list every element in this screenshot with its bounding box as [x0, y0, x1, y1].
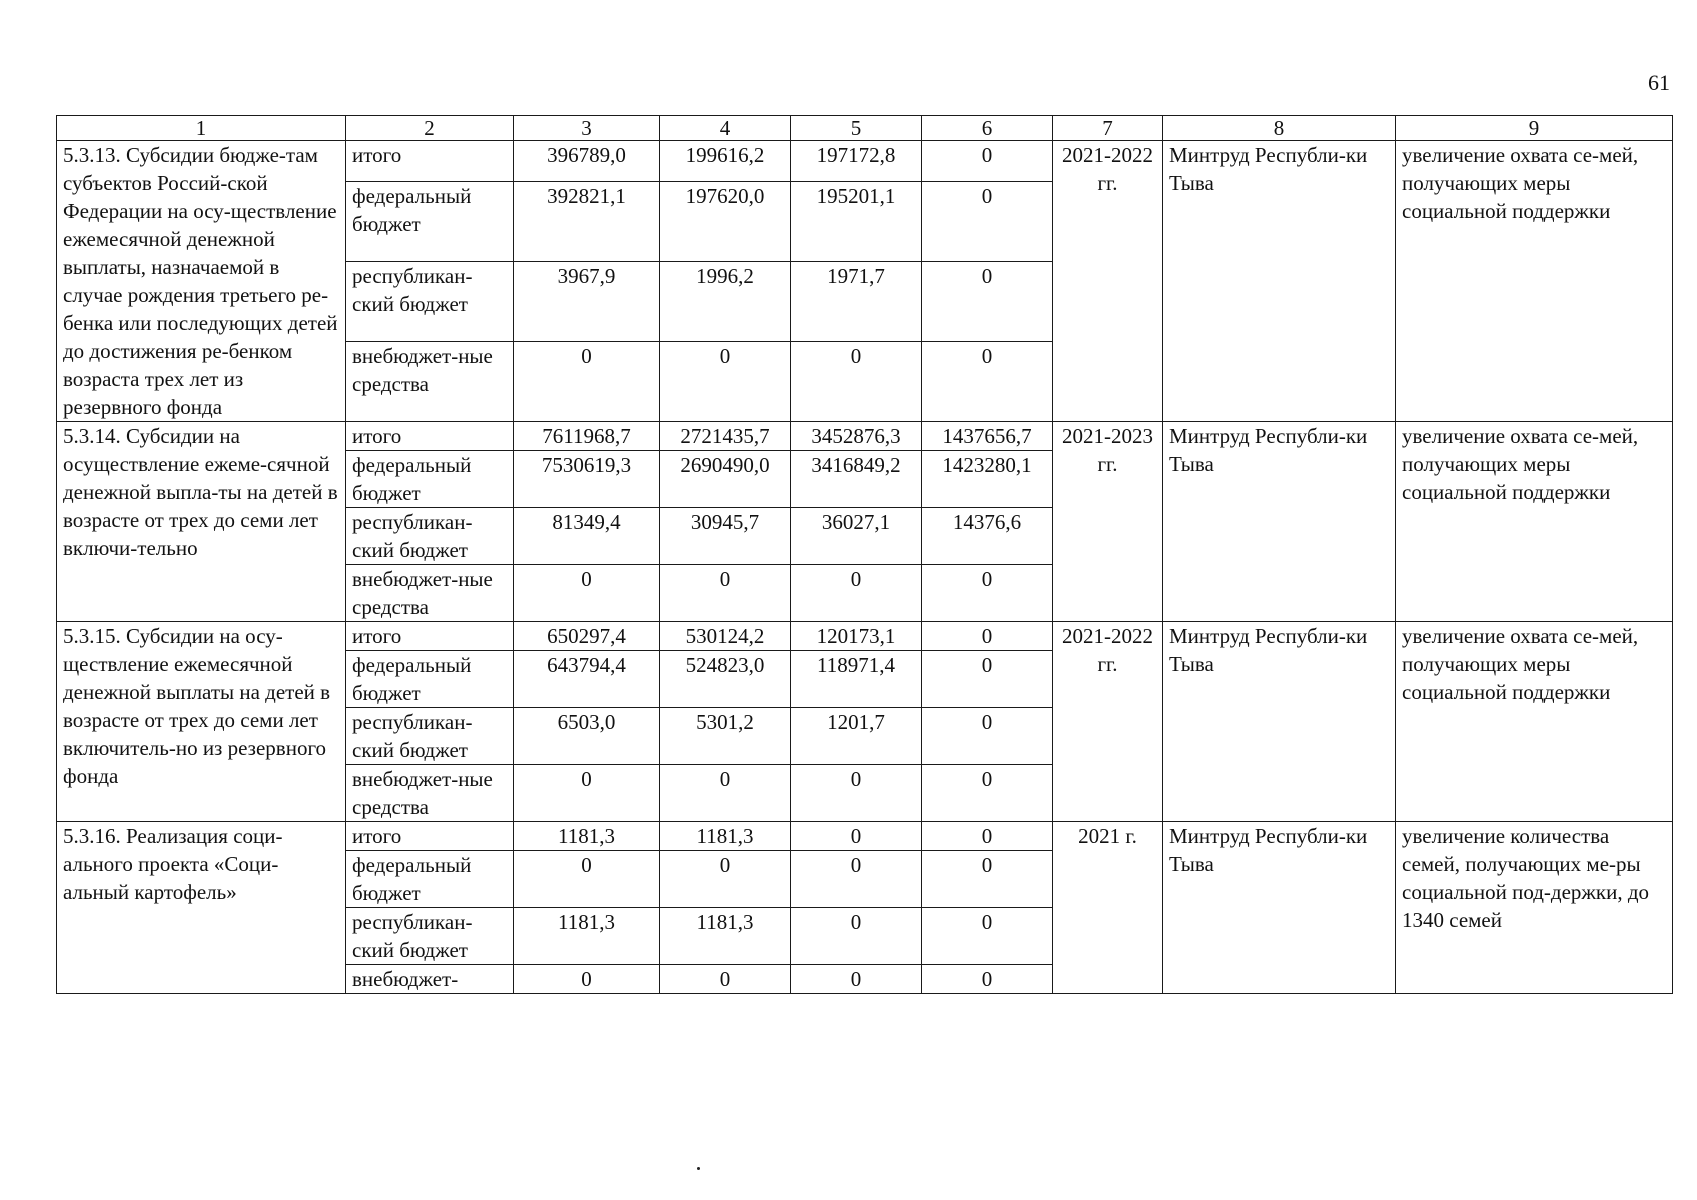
amount-year-1-cell: 5301,2 — [660, 708, 791, 765]
funding-source-cell: республикан-ский бюджет — [346, 708, 514, 765]
amount-total-cell: 81349,4 — [514, 508, 660, 565]
funding-source-cell: республикан-ский бюджет — [346, 908, 514, 965]
result-cell: увеличение количества семей, получающих ме-ры социальной под-держки, до 1340 семей — [1396, 822, 1673, 994]
period-cell: 2021-2022 гг. — [1053, 141, 1163, 422]
activity-cell: 5.3.16. Реализация соци-ального проекта «Соци-альный картофель» — [57, 822, 346, 994]
amount-year-1-cell: 0 — [660, 765, 791, 822]
amount-year-3-cell: 0 — [922, 141, 1053, 182]
amount-year-1-cell: 2721435,7 — [660, 422, 791, 451]
period-cell: 2021-2023 гг. — [1053, 422, 1163, 622]
funding-source-cell: федеральный бюджет — [346, 181, 514, 261]
amount-year-3-cell: 0 — [922, 708, 1053, 765]
funding-source-cell: федеральный бюджет — [346, 451, 514, 508]
result-cell: увеличение охвата се-мей, получающих меры социальной поддержки — [1396, 141, 1673, 422]
amount-total-cell: 650297,4 — [514, 622, 660, 651]
executor-cell: Минтруд Республи-ки Тыва — [1163, 822, 1396, 994]
amount-year-1-cell: 0 — [660, 565, 791, 622]
amount-year-2-cell: 0 — [791, 822, 922, 851]
program-table — [56, 115, 1673, 994]
activity-cell: 5.3.14. Субсидии на осуществление ежеме-сячной денежной выпла-ты на детей в возрасте от трех до семи лет включи-тельно — [57, 422, 346, 622]
funding-source-cell: итого — [346, 422, 514, 451]
funding-source-cell: федеральный бюджет — [346, 651, 514, 708]
header-cell: 5 — [791, 116, 922, 141]
amount-year-1-cell: 197620,0 — [660, 181, 791, 261]
amount-year-1-cell: 30945,7 — [660, 508, 791, 565]
amount-year-3-cell: 0 — [922, 965, 1053, 994]
header-cell: 1 — [57, 116, 346, 141]
amount-year-3-cell: 0 — [922, 622, 1053, 651]
amount-year-3-cell: 0 — [922, 565, 1053, 622]
amount-year-1-cell: 524823,0 — [660, 651, 791, 708]
period-cell: 2021 г. — [1053, 822, 1163, 994]
amount-total-cell: 1181,3 — [514, 908, 660, 965]
amount-total-cell: 7530619,3 — [514, 451, 660, 508]
activity-cell: 5.3.15. Субсидии на осу-ществление ежемесячной денежной выплаты на детей в возрасте от трех до семи лет включитель-но из резервного фонда — [57, 622, 346, 822]
result-cell: увеличение охвата се-мей, получающих меры социальной поддержки — [1396, 422, 1673, 622]
table-row — [57, 141, 1673, 182]
funding-source-cell: внебюджет- — [346, 965, 514, 994]
amount-year-2-cell: 120173,1 — [791, 622, 922, 651]
amount-total-cell: 1181,3 — [514, 822, 660, 851]
amount-total-cell: 0 — [514, 851, 660, 908]
amount-total-cell: 0 — [514, 341, 660, 421]
funding-source-cell: внебюджет-ные средства — [346, 765, 514, 822]
page-number: 61 — [1648, 70, 1670, 95]
result-cell: увеличение охвата се-мей, получающих меры социальной поддержки — [1396, 622, 1673, 822]
header-cell: 4 — [660, 116, 791, 141]
amount-total-cell: 6503,0 — [514, 708, 660, 765]
header-cell: 8 — [1163, 116, 1396, 141]
amount-year-1-cell: 1996,2 — [660, 261, 791, 341]
amount-year-2-cell: 3452876,3 — [791, 422, 922, 451]
header-row — [57, 116, 1673, 141]
executor-cell: Минтруд Республи-ки Тыва — [1163, 141, 1396, 422]
amount-year-2-cell: 1971,7 — [791, 261, 922, 341]
funding-source-cell: итого — [346, 822, 514, 851]
amount-year-2-cell: 0 — [791, 965, 922, 994]
amount-total-cell: 643794,4 — [514, 651, 660, 708]
header-cell: 3 — [514, 116, 660, 141]
table-row — [57, 422, 1673, 451]
amount-year-2-cell: 3416849,2 — [791, 451, 922, 508]
amount-total-cell: 0 — [514, 765, 660, 822]
header-cell: 9 — [1396, 116, 1673, 141]
funding-source-cell: итого — [346, 622, 514, 651]
amount-year-3-cell: 0 — [922, 765, 1053, 822]
funding-source-cell: внебюджет-ные средства — [346, 341, 514, 421]
amount-total-cell: 392821,1 — [514, 181, 660, 261]
amount-year-2-cell: 0 — [791, 565, 922, 622]
amount-total-cell: 0 — [514, 965, 660, 994]
header-cell: 6 — [922, 116, 1053, 141]
funding-source-cell: внебюджет-ные средства — [346, 565, 514, 622]
amount-year-3-cell: 0 — [922, 181, 1053, 261]
amount-year-3-cell: 14376,6 — [922, 508, 1053, 565]
executor-cell: Минтруд Республи-ки Тыва — [1163, 422, 1396, 622]
executor-cell: Минтруд Республи-ки Тыва — [1163, 622, 1396, 822]
period-cell: 2021-2022 гг. — [1053, 622, 1163, 822]
amount-year-3-cell: 0 — [922, 341, 1053, 421]
header-cell: 7 — [1053, 116, 1163, 141]
amount-year-2-cell: 0 — [791, 765, 922, 822]
table-row — [57, 622, 1673, 651]
amount-year-1-cell: 0 — [660, 965, 791, 994]
amount-year-3-cell: 1423280,1 — [922, 451, 1053, 508]
table-row — [57, 822, 1673, 851]
amount-year-3-cell: 0 — [922, 822, 1053, 851]
funding-source-cell: федеральный бюджет — [346, 851, 514, 908]
amount-year-3-cell: 0 — [922, 908, 1053, 965]
amount-year-2-cell: 195201,1 — [791, 181, 922, 261]
stray-mark — [697, 1167, 700, 1170]
funding-source-cell: республикан-ский бюджет — [346, 508, 514, 565]
amount-year-3-cell: 0 — [922, 651, 1053, 708]
amount-year-3-cell: 0 — [922, 261, 1053, 341]
amount-year-1-cell: 2690490,0 — [660, 451, 791, 508]
amount-year-2-cell: 0 — [791, 851, 922, 908]
header-cell: 2 — [346, 116, 514, 141]
amount-year-2-cell: 1201,7 — [791, 708, 922, 765]
funding-source-cell: республикан-ский бюджет — [346, 261, 514, 341]
amount-total-cell: 396789,0 — [514, 141, 660, 182]
amount-year-1-cell: 1181,3 — [660, 908, 791, 965]
amount-year-1-cell: 0 — [660, 341, 791, 421]
amount-year-1-cell: 199616,2 — [660, 141, 791, 182]
amount-total-cell: 7611968,7 — [514, 422, 660, 451]
amount-year-2-cell: 36027,1 — [791, 508, 922, 565]
amount-year-2-cell: 118971,4 — [791, 651, 922, 708]
amount-total-cell: 3967,9 — [514, 261, 660, 341]
amount-year-3-cell: 1437656,7 — [922, 422, 1053, 451]
amount-year-2-cell: 0 — [791, 341, 922, 421]
amount-year-1-cell: 1181,3 — [660, 822, 791, 851]
amount-year-3-cell: 0 — [922, 851, 1053, 908]
amount-year-2-cell: 197172,8 — [791, 141, 922, 182]
amount-total-cell: 0 — [514, 565, 660, 622]
amount-year-2-cell: 0 — [791, 908, 922, 965]
amount-year-1-cell: 0 — [660, 851, 791, 908]
amount-year-1-cell: 530124,2 — [660, 622, 791, 651]
activity-cell: 5.3.13. Субсидии бюдже-там субъектов Россий-ской Федерации на осу-ществление ежемесячной денежной выплаты, назначаемой в случае рождения третьего ре-бенка или последующих детей до достижения ре-бенком возраста трех лет из резервного фонда — [57, 141, 346, 422]
funding-source-cell: итого — [346, 141, 514, 182]
